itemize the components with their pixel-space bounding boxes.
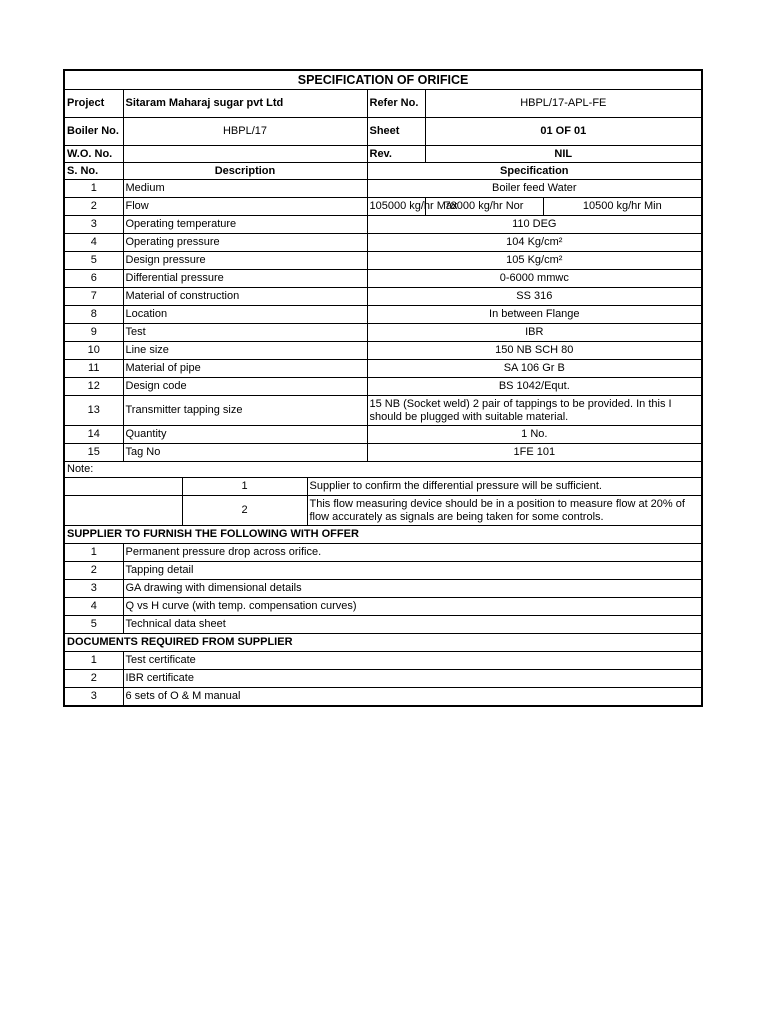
row-number: 12 <box>64 378 123 396</box>
row-description: Operating temperature <box>123 216 367 234</box>
row-specification: 110 DEG <box>367 216 702 234</box>
flow-max: 105000 kg/hr Max <box>367 198 425 216</box>
row-number: 8 <box>64 306 123 324</box>
row-number: 6 <box>64 270 123 288</box>
flow-min: 10500 kg/hr Min <box>543 198 702 216</box>
row-specification: 15 NB (Socket weld) 2 pair of tappings to be provided. In this I should be plugged with suitable material. <box>367 396 702 426</box>
row-specification: 104 Kg/cm² <box>367 234 702 252</box>
row-number: 7 <box>64 288 123 306</box>
refer-value: HBPL/17-APL-FE <box>425 90 702 118</box>
row-number: 1 <box>64 180 123 198</box>
table-row <box>64 444 702 462</box>
row-description: Tag No <box>123 444 367 462</box>
note-row <box>64 478 702 496</box>
table-row <box>64 396 702 426</box>
item-number: 2 <box>64 562 123 580</box>
table-row <box>64 360 702 378</box>
sheet-label: Sheet <box>367 118 425 146</box>
table-row <box>64 234 702 252</box>
wo-label: W.O. No. <box>64 146 123 163</box>
row-specification: 1 No. <box>367 426 702 444</box>
row-number: 11 <box>64 360 123 378</box>
page-title: SPECIFICATION OF ORIFICE <box>64 70 702 90</box>
row-description: Line size <box>123 342 367 360</box>
item-text: Technical data sheet <box>123 616 702 634</box>
row-number: 10 <box>64 342 123 360</box>
note-label-row <box>64 462 702 478</box>
wo-value <box>123 146 367 163</box>
item-number: 3 <box>64 580 123 598</box>
row-specification: SA 106 Gr B <box>367 360 702 378</box>
note-text: This flow measuring device should be in a position to measure flow at 20% of flow accurately as signals are being taken for some controls. <box>307 496 702 526</box>
table-row <box>64 198 702 216</box>
table-row <box>64 426 702 444</box>
note-spacer <box>64 496 182 526</box>
row-number: 3 <box>64 216 123 234</box>
table-row <box>64 342 702 360</box>
item-text: IBR certificate <box>123 670 702 688</box>
column-header-row <box>64 163 702 180</box>
item-number: 4 <box>64 598 123 616</box>
sheet-value: 01 OF 01 <box>425 118 702 146</box>
note-label: Note: <box>64 462 702 478</box>
list-item <box>64 598 702 616</box>
note-spacer <box>64 478 182 496</box>
list-item <box>64 544 702 562</box>
row-specification: 1FE 101 <box>367 444 702 462</box>
item-number: 3 <box>64 688 123 707</box>
note-text: Supplier to confirm the differential pressure will be sufficient. <box>307 478 702 496</box>
item-text: 6 sets of O & M manual <box>123 688 702 707</box>
row-description: Material of pipe <box>123 360 367 378</box>
item-number: 5 <box>64 616 123 634</box>
row-description: Design code <box>123 378 367 396</box>
wo-row <box>64 146 702 163</box>
note-number: 1 <box>182 478 307 496</box>
row-number: 9 <box>64 324 123 342</box>
project-row <box>64 90 702 118</box>
rev-value: NIL <box>425 146 702 163</box>
row-description: Operating pressure <box>123 234 367 252</box>
sno-header: S. No. <box>64 163 123 180</box>
table-row <box>64 378 702 396</box>
row-specification: 0-6000 mmwc <box>367 270 702 288</box>
list-item <box>64 688 702 707</box>
table-row <box>64 252 702 270</box>
spec-table <box>63 69 703 707</box>
table-row <box>64 288 702 306</box>
furnish-heading-row <box>64 526 702 544</box>
project-value: Sitaram Maharaj sugar pvt Ltd <box>123 90 367 118</box>
row-description: Quantity <box>123 426 367 444</box>
row-description: Location <box>123 306 367 324</box>
row-number: 13 <box>64 396 123 426</box>
row-number: 4 <box>64 234 123 252</box>
list-item <box>64 580 702 598</box>
row-description: Material of construction <box>123 288 367 306</box>
row-specification: 150 NB SCH 80 <box>367 342 702 360</box>
flow-nor: 78000 kg/hr Nor <box>425 198 543 216</box>
boiler-row <box>64 118 702 146</box>
list-item <box>64 616 702 634</box>
project-label: Project <box>64 90 123 118</box>
refer-label: Refer No. <box>367 90 425 118</box>
item-text: Tapping detail <box>123 562 702 580</box>
title-row <box>64 70 702 90</box>
description-header: Description <box>123 163 367 180</box>
item-number: 1 <box>64 544 123 562</box>
note-row <box>64 496 702 526</box>
list-item <box>64 670 702 688</box>
item-number: 1 <box>64 652 123 670</box>
item-text: GA drawing with dimensional details <box>123 580 702 598</box>
table-row <box>64 180 702 198</box>
row-description: Flow <box>123 198 367 216</box>
row-description: Transmitter tapping size <box>123 396 367 426</box>
table-row <box>64 324 702 342</box>
rev-label: Rev. <box>367 146 425 163</box>
row-specification: In between Flange <box>367 306 702 324</box>
boiler-label: Boiler No. <box>64 118 123 146</box>
row-specification: BS 1042/Equt. <box>367 378 702 396</box>
row-description: Medium <box>123 180 367 198</box>
documents-heading: DOCUMENTS REQUIRED FROM SUPPLIER <box>64 634 702 652</box>
item-number: 2 <box>64 670 123 688</box>
row-description: Test <box>123 324 367 342</box>
row-specification: 105 Kg/cm² <box>367 252 702 270</box>
list-item <box>64 652 702 670</box>
row-number: 2 <box>64 198 123 216</box>
table-row <box>64 216 702 234</box>
boiler-value: HBPL/17 <box>123 118 367 146</box>
table-row <box>64 270 702 288</box>
list-item <box>64 562 702 580</box>
item-text: Q vs H curve (with temp. compensation curves) <box>123 598 702 616</box>
row-number: 5 <box>64 252 123 270</box>
row-number: 14 <box>64 426 123 444</box>
item-text: Test certificate <box>123 652 702 670</box>
row-specification: SS 316 <box>367 288 702 306</box>
documents-heading-row <box>64 634 702 652</box>
table-row <box>64 306 702 324</box>
note-number: 2 <box>182 496 307 526</box>
row-number: 15 <box>64 444 123 462</box>
row-specification: Boiler feed Water <box>367 180 702 198</box>
row-specification: IBR <box>367 324 702 342</box>
specification-header: Specification <box>367 163 702 180</box>
row-description: Differential pressure <box>123 270 367 288</box>
item-text: Permanent pressure drop across orifice. <box>123 544 702 562</box>
row-description: Design pressure <box>123 252 367 270</box>
furnish-heading: SUPPLIER TO FURNISH THE FOLLOWING WITH OFFER <box>64 526 702 544</box>
orifice-spec-sheet <box>63 69 701 707</box>
